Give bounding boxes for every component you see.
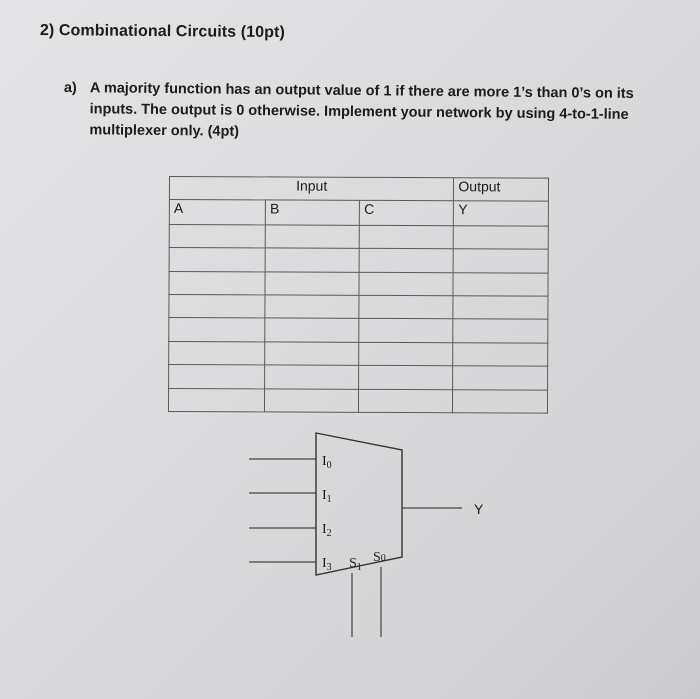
- column-header-y: Y: [454, 201, 549, 226]
- question-text: A majority function has an output value of 1 if there are more 1’s than 0’s on its inputs. The output is 0 otherwise. Implement your network by using 4-to-1-line multiplexer only. (4pt): [89, 80, 634, 140]
- mux-input-label-i3: $I_3$: [322, 556, 332, 573]
- mux-input-label-i2: $I_2$: [322, 522, 332, 539]
- mux-input-label-i0: $I_0$: [322, 454, 332, 471]
- column-header-c: C: [360, 201, 454, 226]
- mux-select-label-s0: S0: [373, 550, 386, 565]
- mux-input-label-i1: $I_1$: [322, 488, 332, 505]
- mux-output-label-y: Y: [474, 501, 484, 517]
- question-label: a): [63, 79, 77, 97]
- output-group-header: Output: [454, 178, 549, 202]
- column-header-a: A: [169, 200, 265, 225]
- mux-select-label-s1: $S_1$: [349, 556, 362, 573]
- section-heading: 2) Combinational Circuits (10pt): [39, 22, 285, 42]
- input-group-header: Input: [169, 177, 454, 202]
- column-header-b: B: [265, 200, 359, 225]
